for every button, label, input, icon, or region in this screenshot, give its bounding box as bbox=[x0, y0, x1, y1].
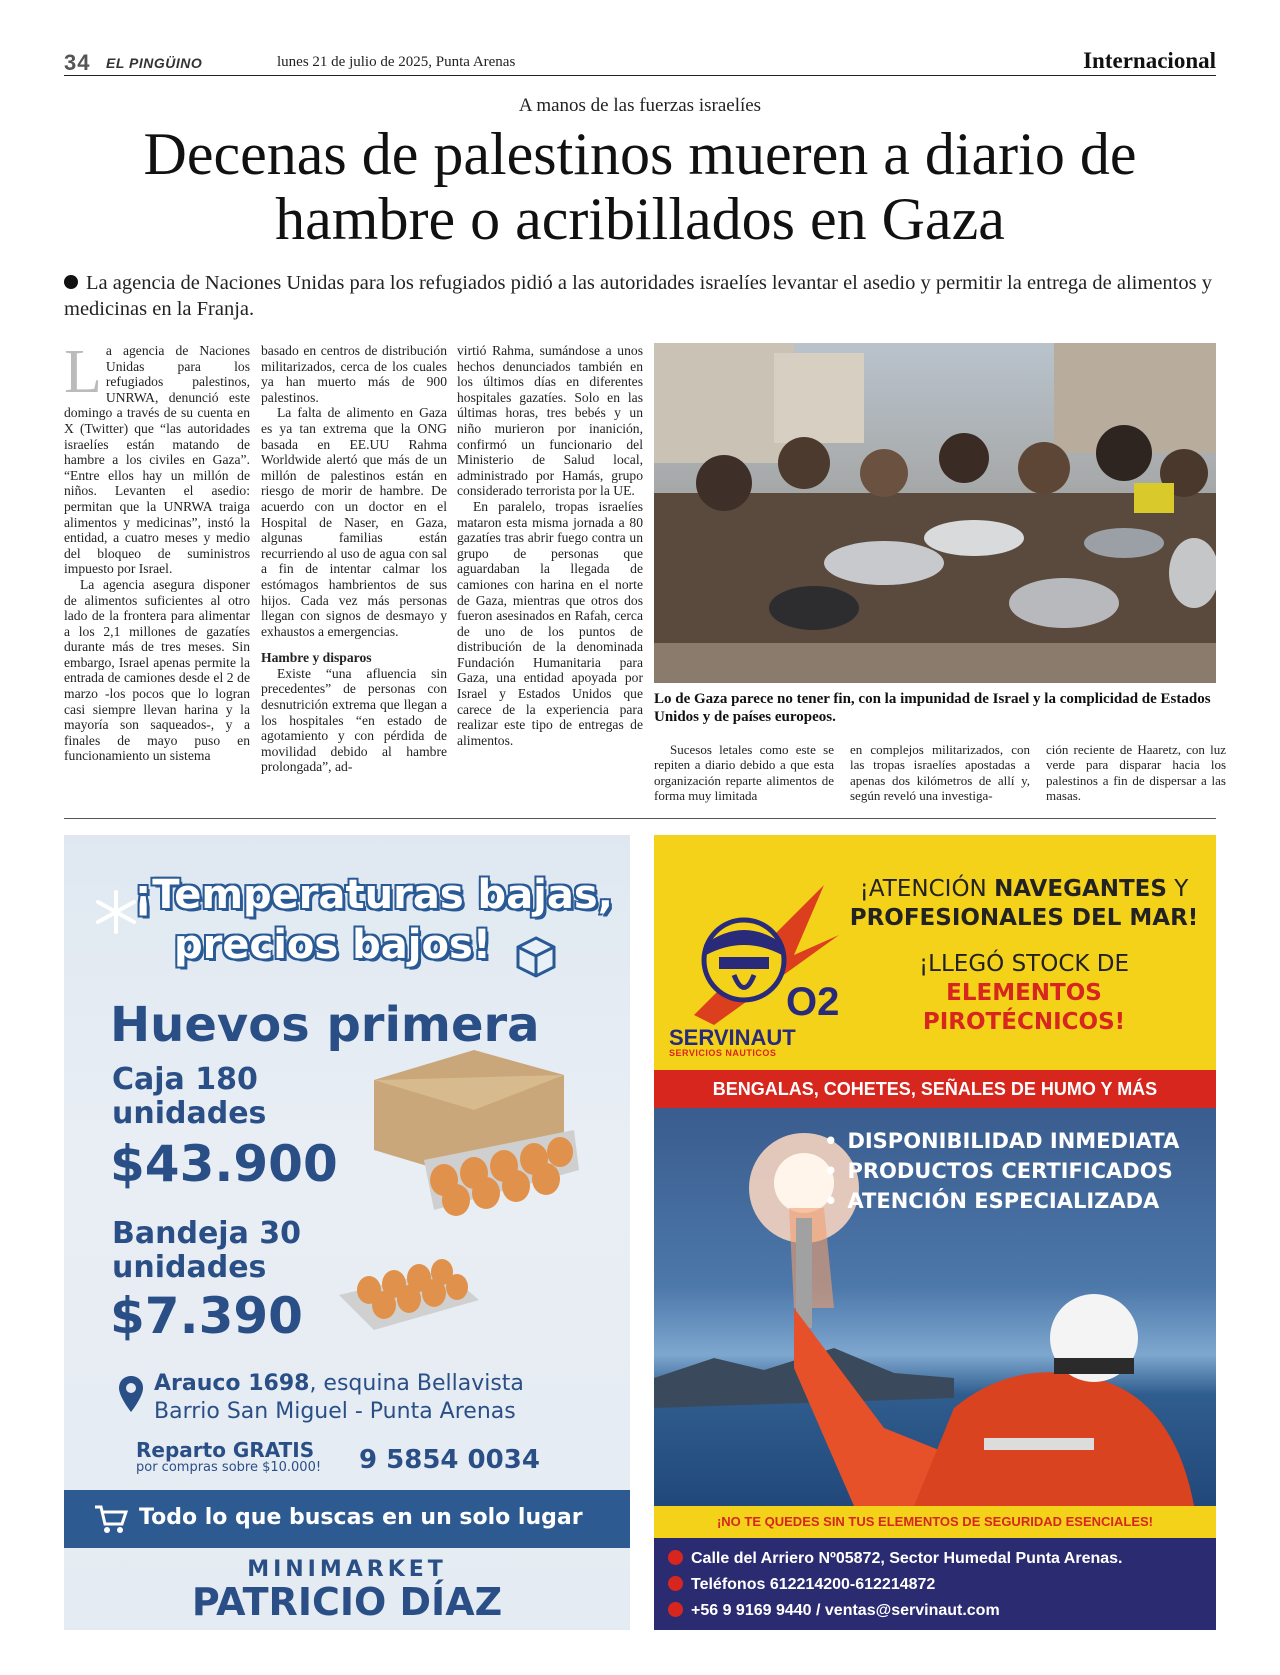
paragraph: a agencia de Naciones Unidas para los refugiados palestinos, UNRWA, denunció este domingo a través de su cuenta en X (Twitter) que “las autoridades israelíes están matando de hambre a los civiles en Gaza”. “Entre ellos hay un millón de niños. Levanten el asedio: permitan que la UNRWA traiga alimentos y medicinas”, instó la entidad, a cuatro meses y medio del bloqueo de suministros impuesto por Israel. bbox=[64, 343, 250, 577]
heading-part: PIROTÉCNICOS! bbox=[922, 1009, 1126, 1035]
contact-address bbox=[668, 1550, 1122, 1568]
delivery-label: Reparto GRATIS bbox=[136, 1438, 315, 1462]
store-phone[interactable]: 9 5854 0034 bbox=[359, 1445, 540, 1475]
heading-part: ¡LLEGÓ STOCK DE bbox=[918, 951, 1130, 977]
article-column-3 bbox=[457, 343, 643, 748]
location-icon bbox=[668, 1550, 683, 1565]
flare-photo bbox=[654, 1108, 1216, 1506]
page-header bbox=[64, 50, 1216, 76]
delivery-info bbox=[136, 1438, 321, 1475]
brand-text: SERVINAUT bbox=[669, 1025, 796, 1050]
bullet-icon bbox=[64, 275, 78, 289]
paragraph: en complejos militarizados, con las tropas israelíes apostadas a apenas dos kilómetros de allí y, según reveló una investiga- bbox=[850, 742, 1030, 804]
contact-text: Teléfonos 612214200-612214872 bbox=[691, 1576, 936, 1593]
feature-item: • PRODUCTOS CERTIFICADOS bbox=[824, 1156, 1179, 1186]
whatsapp-icon bbox=[668, 1602, 683, 1617]
contact-text: +56 9 9169 9440 / ventas@servinaut.com bbox=[691, 1602, 1000, 1619]
section-divider bbox=[64, 818, 1216, 819]
paragraph: Sucesos letales como este se repiten a diario debido a que esta organización reparte alimentos de forma muy limitada bbox=[654, 742, 834, 804]
store-name: PATRICIO DÍAZ bbox=[191, 1580, 503, 1624]
date-line: lunes 21 de julio de 2025, Punta Arenas bbox=[277, 54, 516, 70]
contact-phones[interactable] bbox=[668, 1576, 935, 1594]
ad-title-line: ¡Temperaturas bajas, bbox=[134, 872, 613, 918]
item-1-label: Caja 180 unidades bbox=[112, 1062, 267, 1131]
heading-part: PROFESIONALES DEL MAR! bbox=[849, 905, 1199, 931]
item-2-label: Bandeja 30 unidades bbox=[112, 1216, 302, 1285]
photo-caption: Lo de Gaza parece no tener fin, con la impunidad de Israel y la complicidad de Estados Unidos y de países europeos. bbox=[654, 691, 1211, 725]
ad-top-panel bbox=[654, 835, 1216, 1070]
contact-whatsapp[interactable] bbox=[668, 1602, 1000, 1620]
subhead-text: La agencia de Naciones Unidas para los refugiados pidió a las autoridades israelíes levantar el asedio y permitir la entrega de alimentos y medicinas en la Franja. bbox=[64, 272, 1212, 320]
paragraph: En paralelo, tropas israelíes mataron esta misma jornada a 80 gazatíes tras abrir fuego contra un grupo de personas que aguardaban la llegada de camiones con harina en el norte de Gaza, mientras que otros dos fueron asesinados en Rafah, cerca de uno de los puntos de distribución de la denominada Fundación Humanitaria para Gaza, una entidad apoyada por Israel y Estados Unidos que carece de la experiencia para realizar este tipo de entregas de alimentos. bbox=[457, 498, 643, 748]
feature-item: • DISPONIBILIDAD INMEDIATA bbox=[824, 1126, 1179, 1156]
heading-part: Y bbox=[1166, 876, 1189, 902]
item-1-price: $43.900 bbox=[110, 1135, 338, 1193]
tagline-bar bbox=[64, 1490, 630, 1548]
delivery-note: por compras sobre $10.000! bbox=[136, 1460, 322, 1475]
contact-text: Calle del Arriero Nº05872, Sector Humedal Punta Arenas. bbox=[691, 1550, 1123, 1567]
store-address bbox=[154, 1370, 524, 1426]
ice-cube-icon bbox=[514, 935, 558, 979]
drop-cap: L bbox=[64, 338, 102, 406]
item-2-price: $7.390 bbox=[110, 1287, 303, 1345]
product-title: Huevos primera bbox=[110, 997, 540, 1053]
egg-tray-image bbox=[334, 1225, 484, 1335]
snowflake-icon bbox=[94, 890, 138, 934]
address-line-2: Barrio San Miguel - Punta Arenas bbox=[154, 1399, 516, 1424]
article-photo bbox=[654, 343, 1216, 683]
brand-name bbox=[669, 1025, 796, 1058]
feature-item: • ATENCIÓN ESPECIALIZADA bbox=[824, 1186, 1179, 1216]
section-title: Internacional bbox=[1083, 48, 1216, 73]
paragraph: ción reciente de Haaretz, con luz verde para disparar hacia los palestinos a fin de dispersar a las masas. bbox=[1046, 742, 1226, 804]
servinaut-ad[interactable] bbox=[654, 835, 1216, 1630]
caption-column-3 bbox=[1046, 742, 1226, 804]
paragraph: La falta de alimento en Gaza es ya tan extrema que la ONG basada en EE.UU Rahma Worldwide alertó que más de un millón de palestinos están en riesgo de morir de hambre. De acuerdo con un doctor en el Hospital de Naser, en Gaza, algunas familias están recurriendo al uso de agua con sal a fin de intentar calmar los estómagos hambrientos de sus hijos. Cada vez más personas llegan con signos de desmayo y exhaustos a emergencias. bbox=[261, 405, 447, 639]
location-pin-icon bbox=[118, 1375, 144, 1413]
features-list bbox=[824, 1126, 1179, 1216]
phone-icon bbox=[668, 1576, 683, 1591]
minimarket-ad[interactable] bbox=[64, 835, 630, 1630]
article-column-2 bbox=[261, 343, 447, 775]
safety-warning: ¡NO TE QUEDES SIN TUS ELEMENTOS DE SEGURIDAD ESENCIALES! bbox=[654, 1506, 1216, 1538]
contact-panel bbox=[654, 1538, 1216, 1630]
caption-column-2 bbox=[850, 742, 1030, 804]
page-number: 34 bbox=[64, 50, 91, 75]
heading-part: ¡ATENCIÓN bbox=[859, 876, 995, 902]
egg-box-image bbox=[364, 1040, 584, 1240]
ad-heading-1 bbox=[844, 875, 1204, 933]
brand-o2: O2 bbox=[786, 980, 840, 1024]
paragraph: Existe “una afluencia sin precedentes” de personas con desnutrición extrema que llegan a los hospitales “en estado de agotamiento y con pérdida de movilidad debido al hambre prolongada”, ad- bbox=[261, 665, 447, 775]
article-headline: Decenas de palestinos mueren a diario de hambre o acribillados en Gaza bbox=[143, 121, 1137, 252]
shopping-cart-icon bbox=[94, 1504, 128, 1534]
paragraph: virtió Rahma, sumándose a unos hechos denunciados también en los últimos días en diferentes hospitales gazatíes. Solo en las últimas horas, tres bebés y un niño murieron por inanición, confirmó un funcionario del Ministerio de Salud local, administrado por Hamás, grupo considerado terrorista por la UE. bbox=[457, 343, 643, 499]
products-bar: BENGALAS, COHETES, SEÑALES DE HUMO Y MÁS bbox=[654, 1070, 1216, 1108]
address-street: Arauco 1698 bbox=[154, 1371, 310, 1396]
brand-tagline: SERVICIOS NAUTICOS bbox=[669, 1048, 777, 1058]
store-type: MINIMARKET bbox=[247, 1557, 447, 1582]
caption-column-1 bbox=[654, 742, 834, 804]
article-subhead bbox=[64, 270, 1216, 322]
paper-logo: EL PINGÜINO bbox=[106, 55, 203, 71]
ad-title-line: precios bajos! bbox=[174, 922, 491, 968]
ad-heading-2 bbox=[844, 950, 1204, 1037]
paragraph: La agencia asegura disponer de alimentos suficientes al otro lado de la frontera para alimentar a los 2,1 millones de gazatíes durante más de tres meses. Sin embargo, Israel apenas permite la entrada de camiones desde el 2 de marzo -los pocos que lo logran casi siempre llevan harina y la mayoría son saqueados-, y a finales de mayo puso en funcionamiento un sistema bbox=[64, 576, 250, 764]
article-kicker: A manos de las fuerzas israelíes bbox=[518, 95, 762, 116]
heading-part: ELEMENTOS bbox=[946, 980, 1102, 1006]
section-subhead: Hambre y disparos bbox=[261, 650, 372, 666]
article-column-1 bbox=[64, 338, 250, 764]
tagline-text: Todo lo que buscas en un solo lugar bbox=[139, 1505, 583, 1530]
paragraph: basado en centros de distribución militarizados, cerca de los cuales ya han muerto más de 900 palestinos. bbox=[261, 343, 447, 405]
heading-part: NAVEGANTES bbox=[994, 876, 1167, 902]
address-cross: , esquina Bellavista bbox=[309, 1371, 524, 1396]
